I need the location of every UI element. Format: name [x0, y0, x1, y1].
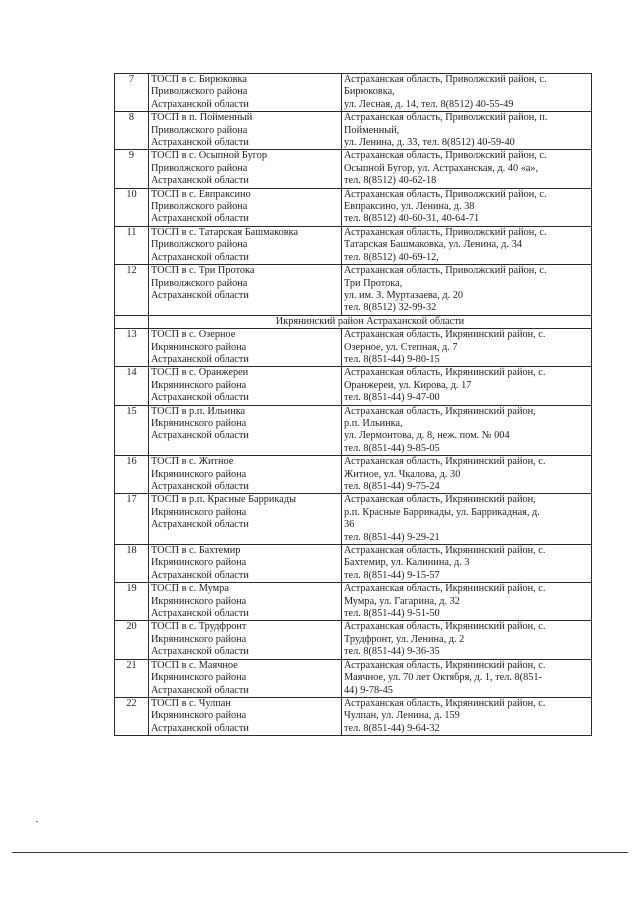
office-address-cell	[342, 265, 592, 316]
table-row	[115, 697, 592, 735]
office-name-cell	[149, 74, 342, 112]
office-name-cell	[149, 226, 342, 264]
name-line: Икрянинского района	[151, 633, 247, 645]
office-name-cell	[149, 150, 342, 188]
addr-line: тел. 8(8512) 40-60-31, 40-64-71	[344, 213, 480, 225]
addr-line: ул. Ленина, д. 33, тел. 8(8512) 40-59-40	[344, 137, 515, 149]
addr-line: тел. 8(851-44) 9-85-05	[344, 442, 440, 454]
office-address-cell	[342, 405, 592, 456]
addr-line: тел. 8(851-44) 9-15-57	[344, 569, 440, 581]
row-number: 11	[115, 226, 149, 264]
row-number: 15	[115, 405, 149, 456]
addr-line: Житное, ул. Чкалова, д. 30	[344, 468, 461, 480]
addr-line: Астраханская область, Икрянинский район, с.	[344, 659, 546, 671]
office-address-cell	[342, 545, 592, 583]
row-number: 13	[115, 329, 149, 367]
office-name-cell	[149, 659, 342, 697]
name-line: Икрянинского района	[151, 710, 247, 722]
addr-line: Астраханская область, Приволжский район, с.	[344, 265, 547, 277]
name-line: ТОСП в п. Пойменный	[151, 112, 253, 124]
office-name-cell	[149, 583, 342, 621]
office-address-cell	[342, 150, 592, 188]
row-number: 22	[115, 697, 149, 735]
name-line: ТОСП в с. Бахтемир	[151, 545, 241, 557]
table-body-after	[115, 329, 592, 736]
name-line: Икрянинского района	[151, 417, 247, 429]
bottom-rule	[12, 852, 628, 853]
row-number: 10	[115, 188, 149, 226]
name-line: Икрянинского района	[151, 379, 247, 391]
table-row	[115, 112, 592, 150]
addr-line: Астраханская область, Приволжский район, с.	[344, 226, 547, 238]
addr-line: Бахтемир, ул. Калинина, д. 3	[344, 557, 470, 569]
office-address-cell	[342, 329, 592, 367]
addr-line: тел. 8(851-44) 9-51-50	[344, 608, 440, 620]
name-line: Астраханской области	[151, 251, 249, 263]
name-line: Астраханской области	[151, 175, 249, 187]
name-line: Астраханской области	[151, 289, 249, 301]
name-line: ТОСП в с. Трудфронт	[151, 621, 247, 633]
row-number: 17	[115, 494, 149, 545]
addr-line: Мумра, ул. Гагарина, д. 32	[344, 595, 460, 607]
addr-line: ул. им. З. Муртазаева, д. 20	[344, 289, 464, 301]
addr-line: Астраханская область, Икрянинский район, с.	[344, 329, 546, 341]
addr-line: тел. 8(851-44) 9-36-35	[344, 646, 440, 658]
office-name-cell	[149, 621, 342, 659]
name-line: Икрянинского района	[151, 595, 247, 607]
name-line: Приволжского района	[151, 124, 248, 136]
office-name-cell	[149, 494, 342, 545]
name-line: ТОСП в с. Озерное	[151, 329, 236, 341]
office-name-cell	[149, 456, 342, 494]
name-line: ТОСП в с. Житное	[151, 456, 234, 468]
name-line: ТОСП в с. Осыпной Бугор	[151, 150, 267, 162]
office-name-cell	[149, 367, 342, 405]
office-address-cell	[342, 697, 592, 735]
row-number: 7	[115, 74, 149, 112]
name-line: Икрянинского района	[151, 468, 247, 480]
name-line: Астраханской области	[151, 392, 249, 404]
row-number: 18	[115, 545, 149, 583]
table-row	[115, 329, 592, 367]
name-line: Астраханской области	[151, 213, 249, 225]
name-line: Астраханской области	[151, 137, 249, 149]
name-line: ТОСП в с. Чулпан	[151, 697, 231, 709]
name-line: Астраханской области	[151, 608, 249, 620]
addr-line: тел. 8(8512) 32-99-32	[344, 302, 437, 314]
table-body-before	[115, 74, 592, 316]
scan-speck	[36, 821, 38, 822]
name-line: Астраханской области	[151, 98, 249, 110]
row-number: 8	[115, 112, 149, 150]
office-name-cell	[149, 405, 342, 456]
addr-line: Татарская Башмаковка, ул. Ленина, д. 34	[344, 239, 522, 251]
addr-line: Осыпной Бугор, ул. Астраханская, д. 40 «а»,	[344, 162, 539, 174]
addr-line: Пойменный,	[344, 124, 400, 136]
office-address-cell	[342, 659, 592, 697]
addr-line: Евпраксино, ул. Ленина, д. 38	[344, 201, 475, 213]
name-line: ТОСП в с. Евпраксино	[151, 188, 251, 200]
name-line: Приволжского района	[151, 277, 248, 289]
addr-line: ул. Лермонтова, д. 8, неж. пом. № 004	[344, 430, 510, 442]
name-line: Астраханской области	[151, 430, 249, 442]
table-row	[115, 405, 592, 456]
name-line: Икрянинского района	[151, 557, 247, 569]
name-line: Астраханской области	[151, 519, 249, 531]
office-address-cell	[342, 226, 592, 264]
name-line: Астраханской области	[151, 684, 249, 696]
name-line: Икрянинского района	[151, 672, 247, 684]
addr-line: Бирюковка,	[344, 86, 395, 98]
row-number: 20	[115, 621, 149, 659]
addr-line: тел. 8(851-44) 9-64-32	[344, 722, 440, 734]
row-number: 21	[115, 659, 149, 697]
name-line: Приволжского района	[151, 162, 248, 174]
offices-table	[114, 73, 592, 736]
table-row	[115, 494, 592, 545]
name-line: ТОСП в с. Мумра	[151, 583, 229, 595]
name-line: Астраханской области	[151, 646, 249, 658]
section-empty-cell	[115, 315, 149, 328]
addr-line: Астраханская область, Икрянинский район, с.	[344, 367, 546, 379]
addr-line: ул. Лесная, д. 14, тел. 8(8512) 40-55-49	[344, 98, 514, 110]
name-line: ТОСП в с. Татарская Башмаковка	[151, 226, 299, 238]
office-address-cell	[342, 583, 592, 621]
addr-line: Три Протока,	[344, 277, 403, 289]
name-line: Икрянинского района	[151, 506, 247, 518]
name-line: Приволжского района	[151, 86, 248, 98]
office-name-cell	[149, 329, 342, 367]
name-line: Икрянинского района	[151, 341, 247, 353]
row-number: 12	[115, 265, 149, 316]
name-line: Астраханской области	[151, 569, 249, 581]
office-address-cell	[342, 74, 592, 112]
addr-line: Астраханская область, Икрянинский район, с.	[344, 621, 546, 633]
table-row	[115, 150, 592, 188]
name-line: ТОСП в с. Маячное	[151, 659, 238, 671]
office-name-cell	[149, 697, 342, 735]
office-name-cell	[149, 265, 342, 316]
addr-line: Астраханская область, Приволжский район, с.	[344, 74, 547, 85]
section-row	[115, 315, 592, 328]
name-line: Астраханской области	[151, 353, 249, 365]
table-row	[115, 265, 592, 316]
addr-line: р.п. Ильинка,	[344, 417, 403, 429]
addr-line: Оранжереи, ул. Кирова, д. 17	[344, 379, 472, 391]
addr-line: тел. 8(851-44) 9-29-21	[344, 531, 440, 543]
addr-line: Астраханская область, Икрянинский район,	[344, 494, 536, 506]
office-address-cell	[342, 621, 592, 659]
section-header: Икрянинский район Астраханской области	[149, 315, 592, 328]
addr-line: Астраханская область, Икрянинский район, с.	[344, 583, 546, 595]
addr-line: Озерное, ул. Степная, д. 7	[344, 341, 458, 353]
table-row	[115, 545, 592, 583]
table-row	[115, 226, 592, 264]
office-name-cell	[149, 112, 342, 150]
table-row	[115, 456, 592, 494]
name-line: Астраханской области	[151, 481, 249, 492]
row-number: 19	[115, 583, 149, 621]
addr-line: Маячное, ул. 70 лет Октября, д. 1, тел. 8(851-	[344, 672, 542, 684]
addr-line: 36	[344, 519, 355, 531]
name-line: Приволжского района	[151, 201, 248, 213]
addr-line: Астраханская область, Икрянинский район,	[344, 405, 536, 417]
addr-line: р.п. Красные Баррикады, ул. Баррикадная, д.	[344, 506, 540, 518]
addr-line: тел. 8(851-44) 9-80-15	[344, 353, 440, 365]
name-line: ТОСП в р.п. Ильинка	[151, 405, 246, 417]
name-line: Приволжского района	[151, 239, 248, 251]
name-line: ТОСП в с. Три Протока	[151, 265, 255, 277]
addr-line: Астраханская область, Приволжский район, п.	[344, 112, 548, 124]
name-line: ТОСП в с. Бирюковка	[151, 74, 247, 85]
addr-line: Астраханская область, Икрянинский район, с.	[344, 697, 546, 709]
row-number: 14	[115, 367, 149, 405]
table-row	[115, 621, 592, 659]
office-address-cell	[342, 456, 592, 494]
office-name-cell	[149, 188, 342, 226]
addr-line: тел. 8(851-44) 9-75-24	[344, 481, 440, 492]
addr-line: тел. 8(8512) 40-62-18	[344, 175, 437, 187]
name-line: Астраханской области	[151, 722, 249, 734]
addr-line: Астраханская область, Приволжский район, с.	[344, 188, 547, 200]
office-address-cell	[342, 188, 592, 226]
row-number: 16	[115, 456, 149, 494]
name-line: ТОСП в с. Оранжереи	[151, 367, 249, 379]
table-row	[115, 188, 592, 226]
table-row	[115, 74, 592, 112]
addr-line: Чулпан, ул. Ленина, д. 159	[344, 710, 460, 722]
table-row	[115, 659, 592, 697]
addr-line: тел. 8(8512) 40-69-12,	[344, 251, 439, 263]
table-row	[115, 583, 592, 621]
office-name-cell	[149, 545, 342, 583]
office-address-cell	[342, 494, 592, 545]
name-line: ТОСП в р.п. Красные Баррикады	[151, 494, 297, 506]
addr-line: Астраханская область, Икрянинский район, с.	[344, 545, 546, 557]
office-address-cell	[342, 367, 592, 405]
table-row	[115, 367, 592, 405]
addr-line: Астраханская область, Икрянинский район, с.	[344, 456, 546, 468]
row-number: 9	[115, 150, 149, 188]
addr-line: Трудфронт, ул. Ленина, д. 2	[344, 633, 465, 645]
office-address-cell	[342, 112, 592, 150]
addr-line: тел. 8(851-44) 9-47-00	[344, 392, 440, 404]
addr-line: 44) 9-78-45	[344, 684, 393, 696]
section-body	[115, 315, 592, 328]
addr-line: Астраханская область, Приволжский район, с.	[344, 150, 547, 162]
